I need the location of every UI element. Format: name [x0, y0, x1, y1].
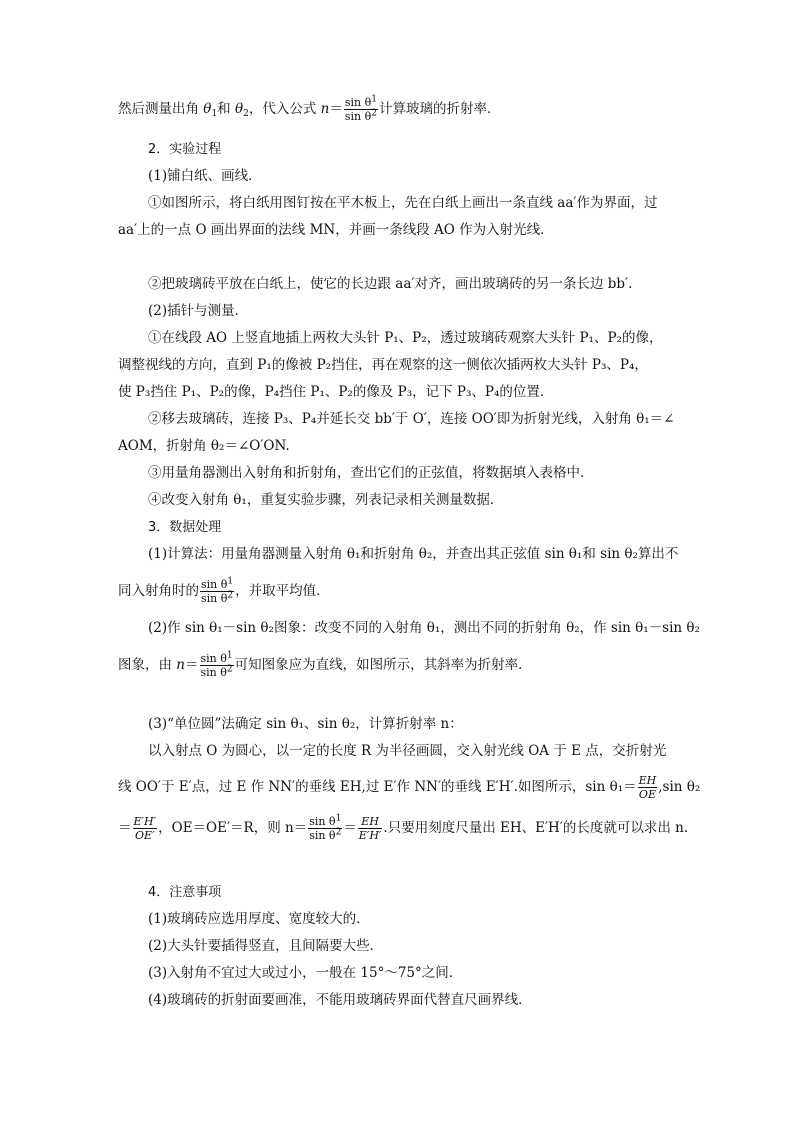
subscript: 1 [211, 109, 218, 119]
section-heading-2: 2．实验过程 [148, 142, 222, 157]
superscript: 2 [371, 108, 377, 119]
text: 和 [217, 101, 235, 117]
text: ＝ [118, 820, 132, 836]
text: ，代入公式 [248, 101, 321, 117]
paragraph-line: 以入射点 O 为圆心，以一定的长度 R 为半径画圆，交入射光线 OA 于 E 点，交折射光 [148, 743, 667, 759]
fraction: $\frac{EH}{OE}$ [638, 774, 657, 801]
text: ,sin θ₂ [658, 779, 701, 795]
denominator: sin θ [201, 592, 228, 605]
paragraph-line: aa′上的一点 O 画出界面的法线 MN，并画一条线段 AO 作为入射光线． [118, 222, 554, 238]
theta-symbol: θ [203, 101, 212, 117]
superscript: 1 [371, 94, 377, 105]
denominator: sin θ [344, 110, 372, 123]
text: 线 OO′于 E′点，过 E 作 NN′的垂线 EH,过 E′作 NN′的垂线 E′H′.如图所示，sin θ₁＝ [118, 779, 637, 795]
numerator: sin θ [201, 578, 228, 591]
equals-sign: ＝ [185, 657, 199, 673]
fraction: $\frac{E'H'}{OE'}$ [133, 815, 157, 842]
numerator: sin θ [309, 815, 336, 828]
superscript: 2 [227, 590, 234, 601]
superscript: 1 [227, 576, 234, 587]
text: 同入射角时的 [118, 583, 199, 599]
paragraph-line: ④改变入射角 θ₁，重复实验步骤，列表记录相关测量数据． [148, 492, 504, 508]
paragraph-line: ①如图所示，将白纸用图钉按在平木板上，先在白纸上画出一条直线 aa′作为界面，过 [148, 195, 658, 211]
fraction [344, 96, 378, 123]
equals-sign: ＝ [329, 101, 343, 117]
fraction [308, 815, 342, 842]
superscript: 1 [335, 813, 342, 824]
subsection-1: (1)铺白纸、画线． [148, 168, 262, 184]
text: ，并取平均值． [235, 583, 330, 599]
theta-symbol: θ [234, 101, 244, 117]
variable-n: n [176, 657, 185, 673]
fraction [200, 652, 234, 679]
note-item-3: (3)入射角不宜过大或过小，一般在 15°～75°之间． [148, 965, 463, 981]
formula-line [118, 578, 330, 605]
text: 可知图象应为直线，如图所示，其斜率为折射率． [234, 657, 532, 673]
formula-line [118, 652, 532, 679]
paragraph-line: ①在线段 AO 上竖直地插上两枚大头针 P₁、P₂，透过玻璃砖观察大头针 P₁、P₂的像， [148, 330, 663, 346]
paragraph-line: ③用量角器测出入射角和折射角，查出它们的正弦值，将数据填入表格中． [148, 465, 594, 481]
paragraph-line: 调整视线的方向，直到 P₁的像被 P₂挡住，再在观察的这一侧依次插两枚大头针 P₃、P₄， [118, 357, 648, 373]
paragraph-line: (1)计算法：用量角器测量入射角 θ₁和折射角 θ₂，并查出其正弦值 sin θ₁和 sin θ₂算出不 [148, 546, 679, 562]
text: 计算玻璃的折射率． [378, 101, 501, 117]
denominator: sin θ [200, 666, 227, 679]
paragraph-line: AOM，折射角 θ₂＝∠O′ON. [118, 438, 290, 454]
section-heading-4: 4．注意事项 [148, 885, 222, 900]
note-item-1: (1)玻璃砖应选用厚度、宽度较大的． [148, 911, 370, 927]
section-heading-3: 3．数据处理 [148, 520, 222, 535]
subsection-2: (2)插针与测量． [148, 303, 249, 319]
paragraph-line: (2)作 sin θ₁－sin θ₂图象：改变不同的入射角 θ₁，测出不同的折射角 θ₂，作 sin θ₁－sin θ₂ [148, 620, 700, 636]
formula-line [118, 96, 500, 123]
superscript: 2 [335, 827, 342, 838]
fraction: $\frac{EH}{E'H'}$ [358, 815, 382, 842]
subscript: 2 [243, 109, 249, 119]
paragraph-line: (3)“单位圆”法确定 sin θ₁、sin θ₂，计算折射率 n： [148, 716, 463, 732]
paragraph-line: ②把玻璃砖平放在白纸上，使它的长边跟 aa′对齐，画出玻璃砖的另一条长边 bb′. [148, 276, 633, 292]
denominator: sin θ [309, 829, 336, 842]
formula-line [118, 815, 688, 842]
text: 图象，由 [118, 657, 177, 673]
note-item-2: (2)大头针要插得竖直，且间隔要大些． [148, 938, 384, 954]
variable-n: n [320, 101, 330, 117]
text: .只要用刻度尺量出 EH、E′H′的长度就可以求出 n. [383, 820, 689, 836]
text: ，OE＝OE′＝R，则 n＝ [158, 820, 308, 836]
formula-line [118, 774, 700, 801]
numerator: sin θ [344, 96, 372, 109]
paragraph-line: ②移去玻璃砖，连接 P₃、P₄并延长交 bb′于 O′，连接 OO′即为折射光线，入射角 θ₁＝∠ [148, 411, 675, 427]
fraction [200, 578, 234, 605]
superscript: 2 [226, 664, 233, 675]
numerator: sin θ [200, 652, 227, 665]
equals-sign: ＝ [343, 820, 357, 836]
note-item-4: (4)玻璃砖的折射面要画准，不能用玻璃砖界面代替直尺画界线． [148, 992, 532, 1008]
paragraph-line: 使 P₃挡住 P₁、P₂的像，P₄挡住 P₁、P₂的像及 P₃，记下 P₃、P₄的位置． [118, 384, 554, 400]
superscript: 1 [226, 650, 233, 661]
text: 然后测量出角 [118, 101, 204, 117]
